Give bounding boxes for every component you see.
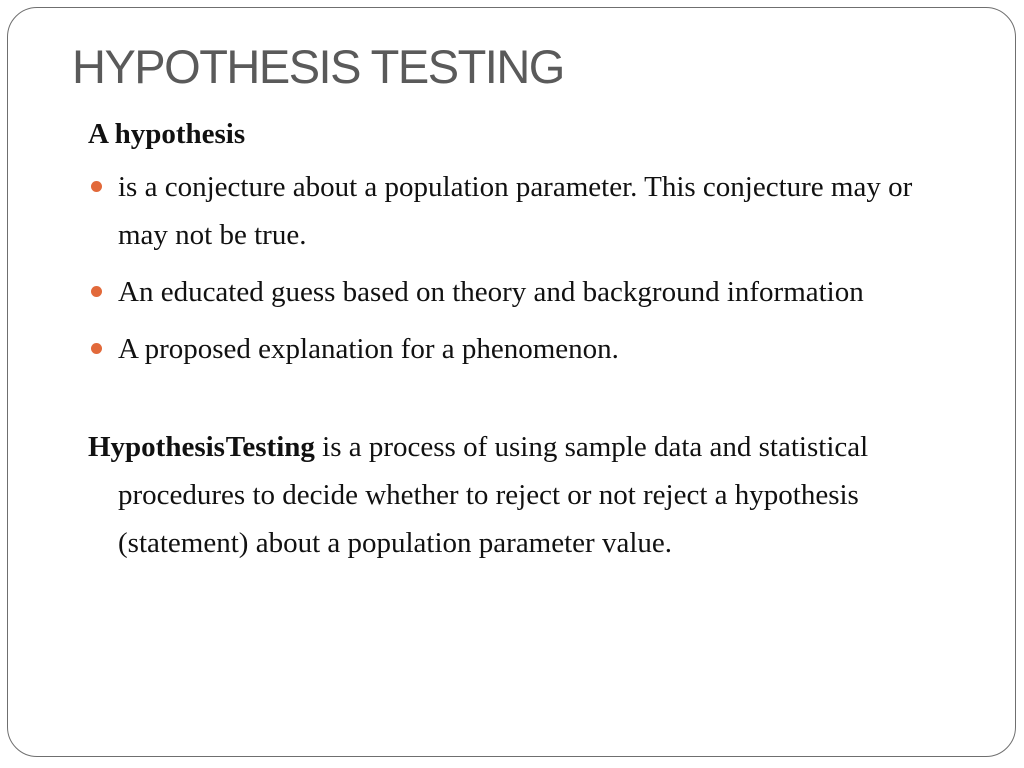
slide-body: [88, 110, 948, 567]
bullet-list: [88, 163, 948, 373]
definition-text: is a process of using sample data and statistical procedures to decide whether to reject or not reject a hypothesis (statement) about a population parameter value.: [118, 431, 869, 559]
bullet-text: An educated guess based on theory and background information: [118, 276, 864, 308]
bullet-text: A proposed explanation for a phenomenon.: [118, 333, 619, 365]
bullet-item: [88, 163, 948, 259]
bullet-text: is a conjecture about a population parameter. This conjecture may or may not be true.: [118, 171, 913, 251]
definition-paragraph: [88, 423, 948, 567]
definition-term: Hypothesis Testing: [88, 431, 315, 463]
bullet-item: [88, 325, 948, 373]
bullet-item: [88, 268, 948, 316]
bullet-dot-icon: [91, 286, 102, 297]
bullet-dot-icon: [91, 343, 102, 354]
bullet-dot-icon: [91, 181, 102, 192]
subheading: A hypothesis: [88, 118, 246, 150]
slide-title: HYPOTHESIS TESTING: [72, 40, 564, 93]
